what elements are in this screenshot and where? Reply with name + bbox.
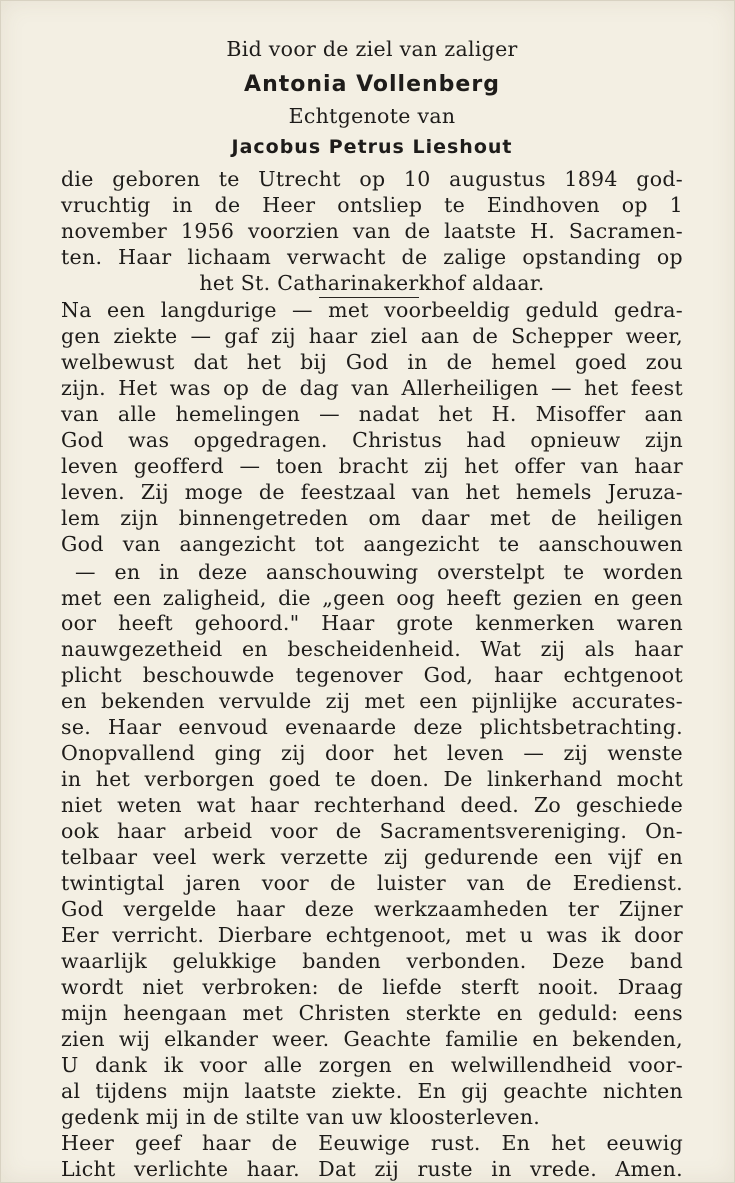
body-line: U dank ik voor alle zorgen en welwillendheid voor- [61,1053,683,1077]
body-line: God was opgedragen. Christus had opnieuw zijn [61,428,683,452]
body-line: zijn. Het was op de dag van Allerheiligen — het feest [61,376,683,400]
bio-line: ten. Haar lichaam verwacht de zalige opstanding op [61,245,683,269]
closing-line: Licht verlichte haar. Dat zij ruste in vrede. Amen. [61,1157,683,1181]
body-line: leven geofferd — toen bracht zij het offer van haar [61,454,683,478]
body-line: Onopvallend ging zij door het leven — zij wenste [61,741,683,765]
body-line: nauwgezetheid en bescheidenheid. Wat zij als haar [61,637,683,661]
body-line: in het verborgen goed te doen. De linkerhand mocht [61,767,683,791]
body-line: van alle hemelingen — nadat het H. Misoffer aan [61,402,683,426]
body-line: ook haar arbeid voor de Sacramentsvereniging. On- [61,819,683,843]
body-line: — en in deze aanschouwing overstelpt te worden [75,560,683,584]
body-line: gedenk mij in de stilte van uw kloosterleven. [61,1105,541,1129]
prayer-intro: Bid voor de ziel van zaliger [226,37,518,61]
body-line: en bekenden vervulde zij met een pijnlijke accurates- [61,689,683,713]
spouse-name: Jacobus Petrus Lieshout [231,136,513,158]
body-line: God van aangezicht tot aangezicht te aanschouwen [61,532,683,556]
bio-line: vruchtig in de Heer ontsliep te Eindhoven op 1 [61,193,683,217]
body-line: Na een langdurige — met voorbeeldig geduld gedra- [61,298,683,322]
bio-line: die geboren te Utrecht op 10 augustus 1894 god- [61,167,683,191]
body-line: wordt niet verbroken: de liefde sterft nooit. Draag [61,975,683,999]
body-line: twintigtal jaren voor de luister van de Eredienst. [61,871,683,895]
body-line: leven. Zij moge de feestzaal van het hemels Jeruza- [61,480,683,504]
body-line: oor heeft gehoord." Haar grote kenmerken waren [61,611,683,635]
body-line: Eer verricht. Dierbare echtgenoot, met u was ik door [61,923,683,947]
body-line: Heer geef haar de Eeuwige rust. En het eeuwig [61,1131,683,1155]
bio-line: november 1956 voorzien van de laatste H. Sacramen- [61,219,683,243]
body-line: zien wij elkander weer. Geachte familie en bekenden, [61,1027,683,1051]
body-line: al tijdens mijn laatste ziekte. En gij geachte nichten [61,1079,683,1103]
bio-line: het St. Catharinakerkhof aldaar. [199,271,545,295]
body-line: met een zaligheid, die „geen oog heeft gezien en geen [61,586,683,610]
body-line: niet weten wat haar rechterhand deed. Zo geschiede [61,793,683,817]
body-line: God vergelde haar deze werkzaamheden ter Zijner [61,897,683,921]
body-line: lem zijn binnengetreden om daar met de heiligen [61,506,683,530]
body-line: welbewust dat het bij God in de hemel goed zou [61,350,683,374]
body-line: mijn heengaan met Christen sterkte en geduld: eens [61,1001,683,1025]
body-line: telbaar veel werk verzette zij gedurende een vijf en [61,845,683,869]
body-line: plicht beschouwde tegenover God, haar echtgenoot [61,663,683,687]
body-line: waarlijk gelukkige banden verbonden. Deze band [61,949,683,973]
body-line: se. Haar eenvoud evenaarde deze plichtsbetrachting. [61,715,683,739]
body-line: gen ziekte — gaf zij haar ziel aan de Schepper weer, [61,324,683,348]
deceased-name: Antonia Vollenberg [244,72,500,97]
relation-label: Echtgenote van [288,104,456,128]
